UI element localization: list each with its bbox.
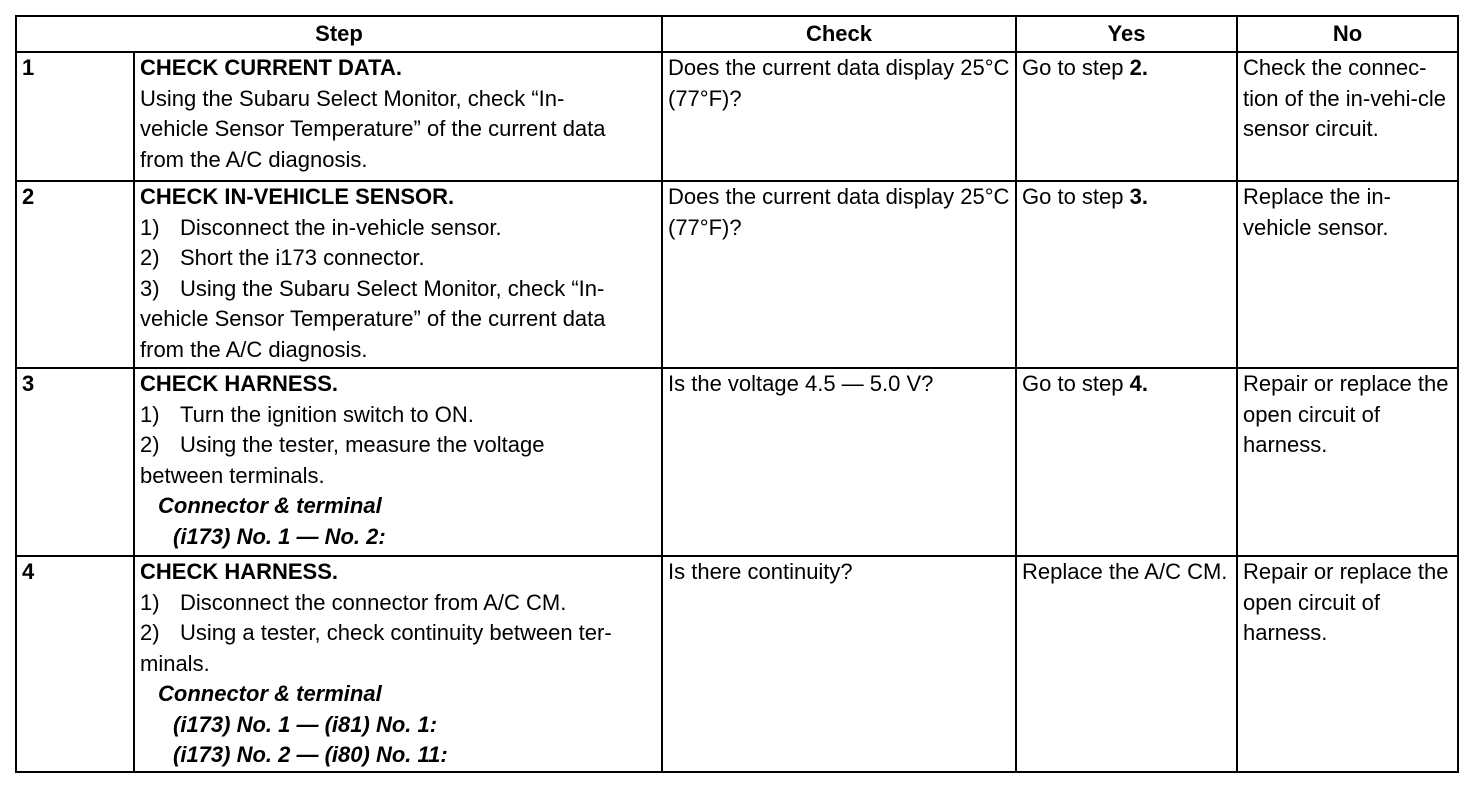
connector-terminal: (i173) No. 2 — (i80) No. 11: [173, 742, 448, 767]
yes-step-number: 3. [1129, 184, 1148, 209]
yes-cell [1016, 52, 1237, 181]
check-cell: Is there continuity? [662, 556, 1016, 772]
yes-cell: Replace the A/C CM. [1016, 556, 1237, 772]
substep-text: Turn the ignition switch to ON. [180, 401, 474, 427]
step-number: 4 [16, 556, 134, 772]
substep-text: Disconnect the connector from A/C CM. [180, 589, 567, 615]
step-text: from the A/C diagnosis. [140, 336, 368, 362]
check-cell: Does the current data display 25°C (77°F)? [662, 181, 1016, 368]
step-title: CHECK HARNESS. [140, 559, 339, 584]
yes-text: Go to step [1022, 55, 1130, 80]
step-description [134, 368, 662, 556]
header-yes: Yes [1016, 16, 1237, 52]
substep-index: 2) [140, 620, 160, 645]
step-description [134, 556, 662, 772]
substep [140, 213, 656, 244]
step-text: Using the Subaru Select Monitor, check “In- [140, 85, 565, 111]
step-title: CHECK IN-VEHICLE SENSOR. [140, 184, 455, 209]
step-text: vehicle Sensor Temperature” of the current data [140, 306, 606, 331]
connector-label: Connector & terminal [158, 681, 382, 706]
no-cell: Repair or replace the open circuit of harness. [1237, 368, 1458, 556]
step-number: 2 [16, 181, 134, 368]
connector-terminal: (i173) No. 1 — No. 2: [173, 523, 386, 549]
no-cell: Replace the in-vehicle sensor. [1237, 181, 1458, 368]
substep [140, 243, 656, 274]
substep [140, 588, 656, 619]
substep-index: 1) [140, 214, 160, 240]
substep-index: 3) [140, 275, 160, 301]
substep [140, 618, 656, 649]
substep-text: Using a tester, check continuity between ter- [180, 620, 612, 645]
check-cell: Does the current data display 25°C (77°F)? [662, 52, 1016, 181]
diagnostic-table [15, 15, 1459, 773]
header-check: Check [662, 16, 1016, 52]
step-description [134, 181, 662, 368]
substep-index: 2) [140, 432, 160, 457]
yes-text: Go to step [1022, 371, 1130, 396]
no-cell: Repair or replace the open circuit of harness. [1237, 556, 1458, 772]
step-number: 3 [16, 368, 134, 556]
header-row [16, 16, 1458, 52]
step-text: minals. [140, 650, 210, 676]
yes-cell [1016, 181, 1237, 368]
substep-text: Disconnect the in-vehicle sensor. [180, 214, 502, 240]
yes-cell [1016, 368, 1237, 556]
header-step: Step [16, 16, 662, 52]
step-text: from the A/C diagnosis. [140, 146, 368, 172]
table-row [16, 52, 1458, 181]
check-cell: Is the voltage 4.5 — 5.0 V? [662, 368, 1016, 556]
substep-index: 1) [140, 401, 160, 427]
no-cell: Check the connec-tion of the in-vehi-cle sensor circuit. [1237, 52, 1458, 181]
step-description [134, 52, 662, 181]
substep-text: Using the Subaru Select Monitor, check “In- [180, 275, 605, 301]
substep [140, 430, 656, 461]
substep-text: Using the tester, measure the voltage [180, 432, 545, 457]
step-title: CHECK CURRENT DATA. [140, 55, 402, 80]
substep-index: 1) [140, 589, 160, 615]
substep [140, 274, 656, 305]
step-title: CHECK HARNESS. [140, 371, 339, 396]
substep-text: Short the i173 connector. [180, 245, 425, 270]
step-text: between terminals. [140, 462, 325, 488]
yes-step-number: 2. [1129, 55, 1148, 80]
connector-terminal: (i173) No. 1 — (i81) No. 1: [173, 711, 438, 737]
table-row [16, 181, 1458, 368]
yes-step-number: 4. [1129, 371, 1148, 396]
connector-label: Connector & terminal [158, 493, 382, 518]
substep [140, 400, 656, 431]
table-row [16, 556, 1458, 772]
yes-text: Go to step [1022, 184, 1130, 209]
substep-index: 2) [140, 245, 160, 270]
table-row [16, 368, 1458, 556]
step-number: 1 [16, 52, 134, 181]
header-no: No [1237, 16, 1458, 52]
step-text: vehicle Sensor Temperature” of the current data [140, 116, 606, 141]
